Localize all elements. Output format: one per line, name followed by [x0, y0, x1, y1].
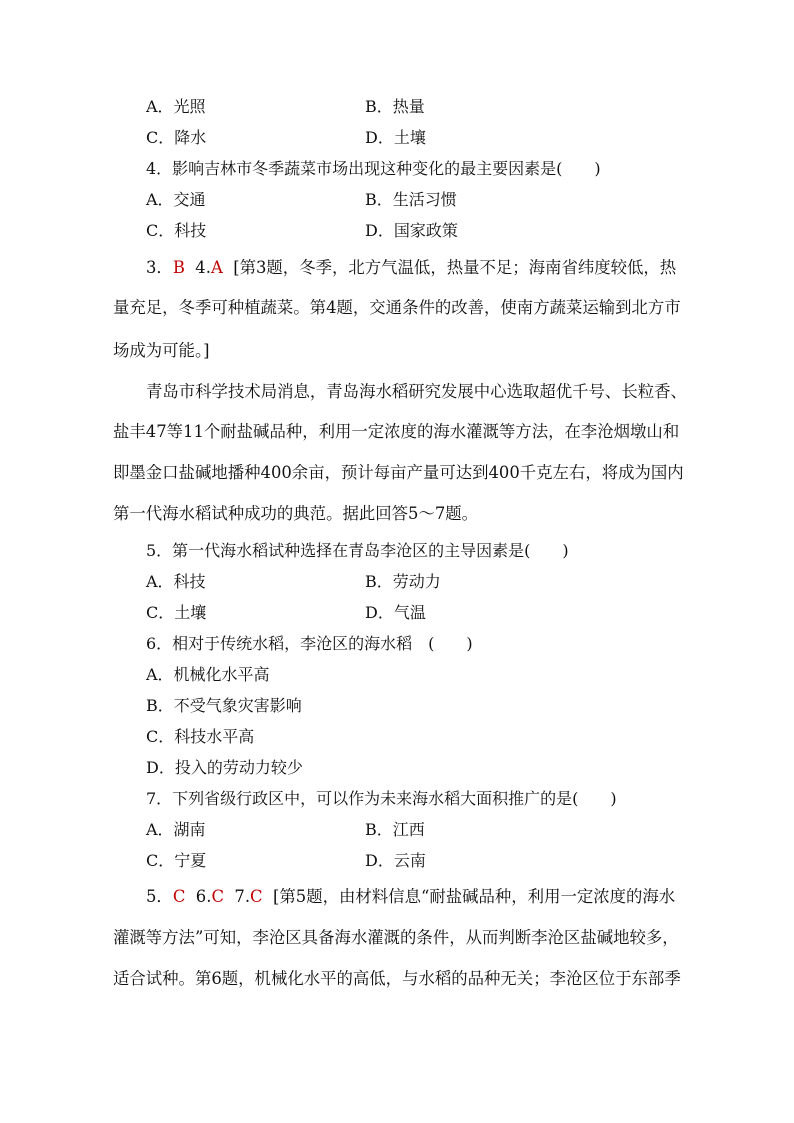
q7-option-b: B．江西 [365, 820, 425, 839]
answer-3-4-line-1 [146, 258, 676, 278]
q6-option-d: D．投入的劳动力较少 [146, 758, 303, 777]
material-line-3: 即墨金口盐碱地播种400余亩，预计每亩产量可达到400千克左右，将成为国内 [113, 463, 684, 482]
answer-3-value: B [172, 258, 185, 277]
material-line-1: 青岛市科学技术局消息，青岛海水稻研究发展中心选取超优千号、长粒香、 [146, 382, 687, 401]
q5-stem: 5．第一代海水稻试种选择在青岛李沧区的主导因素是( ) [146, 541, 569, 560]
q5-option-a: A．科技 [146, 572, 206, 591]
q4-option-b: B．生活习惯 [365, 190, 457, 209]
q3-option-a: A．光照 [146, 97, 206, 116]
q6-option-b: B．不受气象灾害影响 [146, 696, 302, 715]
answer-4-value: A [210, 258, 223, 277]
q6-stem: 6．相对于传统水稻，李沧区的海水稻 ( ) [146, 634, 473, 653]
q7-option-a: A．湖南 [146, 820, 206, 839]
q3-option-b: B．热量 [365, 97, 425, 116]
answer-5-7-explanation-start: [第5题，由材料信息“耐盐碱品种，利用一定浓度的海水 [273, 887, 676, 906]
q4-option-d: D．国家政策 [365, 221, 458, 240]
q4-option-c: C．科技 [146, 221, 207, 240]
q7-stem: 7．下列省级行政区中，可以作为未来海水稻大面积推广的是( ) [146, 789, 617, 808]
material-line-2: 盐丰47等11个耐盐碱品种，利用一定浓度的海水灌溉等方法，在李沧烟墩山和 [113, 422, 680, 441]
answer-7-value: C [250, 887, 263, 906]
answer-5-7-line-2: 灌溉等方法”可知，李沧区具备海水灌溉的条件，从而判断李沧区盐碱地较多， [113, 928, 679, 947]
answer-5-value: C [172, 887, 186, 906]
q3-option-c: C．降水 [146, 128, 207, 147]
answer-3-number: 3． [146, 258, 173, 277]
material-line-4: 第一代海水稻试种成功的典范。据此回答5～7题。 [113, 504, 479, 523]
answer-3-4-line-2: 量充足，冬季可种植蔬菜。第4题，交通条件的改善，使南方蔬菜运输到北方市 [113, 298, 681, 317]
q4-option-a: A．交通 [146, 190, 206, 209]
q6-option-c: C．科技水平高 [146, 727, 255, 746]
q5-option-b: B．劳动力 [365, 572, 441, 591]
q4-stem: 4．影响吉林市冬季蔬菜市场出现这种变化的最主要因素是( ) [146, 159, 601, 178]
answer-5-number: 5． [146, 887, 173, 906]
answer-4-number: 4. [195, 258, 211, 277]
answer-5-7-line-1 [146, 887, 675, 907]
answer-7-number: 7. [234, 887, 251, 906]
answer-6-value: C [211, 887, 224, 906]
q6-option-a: A．机械化水平高 [146, 665, 270, 684]
answer-6-number: 6. [195, 887, 212, 906]
answer-5-7-line-3: 适合试种。第6题，机械化水平的高低，与水稻的品种无关；李沧区位于东部季 [113, 969, 681, 988]
q7-option-c: C．宁夏 [146, 851, 207, 870]
q3-option-d: D．土壤 [365, 128, 426, 147]
answer-3-4-explanation-start: [第3题，冬季，北方气温低，热量不足；海南省纬度较低，热 [233, 258, 677, 277]
q5-option-c: C．土壤 [146, 603, 207, 622]
answer-3-4-line-3: 场成为可能。] [113, 341, 210, 360]
q5-option-d: D．气温 [365, 603, 426, 622]
q7-option-d: D．云南 [365, 851, 426, 870]
